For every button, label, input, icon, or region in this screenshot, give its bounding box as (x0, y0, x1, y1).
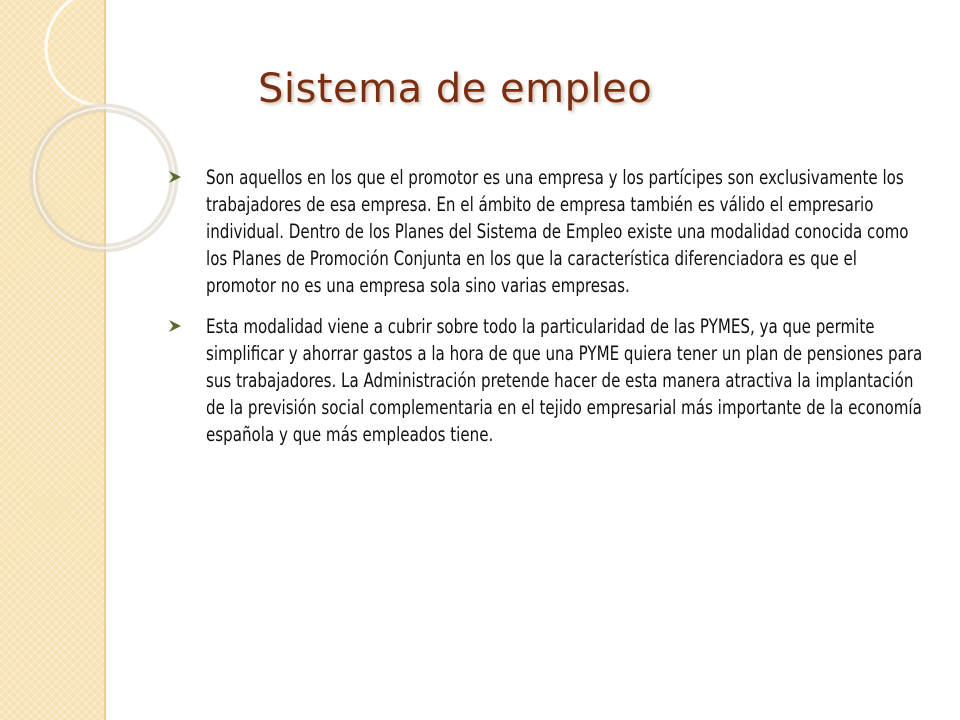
bullet-text: Son aquellos en los que el promotor es una empresa y los partícipes son exclusivamente los trabajadores de esa empresa. En el ámbito de empresa también es válido el empresario individual. Dentro de los Planes del Sistema de Empleo existe una modalidad conocida como los Planes de Promoción Conjunta en los que la característica diferenciadora es que el promotor no es una empresa sola sino varias empresas. (206, 166, 909, 297)
bullet-list (168, 164, 930, 462)
slide-title: Sistema de empleo (258, 66, 653, 112)
ring-middle-highlight (34, 108, 174, 248)
arrowhead-bullet-icon (168, 319, 182, 333)
bullet-item (168, 164, 930, 299)
bullet-item (168, 313, 930, 448)
arrowhead-bullet-icon (168, 170, 182, 184)
bullet-text: Esta modalidad viene a cubrir sobre todo la particularidad de las PYMES, ya que permite simplificar y ahorrar gastos a la hora de que una PYME quiera tener un plan de pensiones para sus trabajadores. La Administración pretende hacer de esta manera atractiva la implantación de la previsión social complementaria en el tejido empresarial más importante de la economía española y que más empleados tiene. (206, 315, 923, 446)
ring-top (46, 0, 162, 106)
